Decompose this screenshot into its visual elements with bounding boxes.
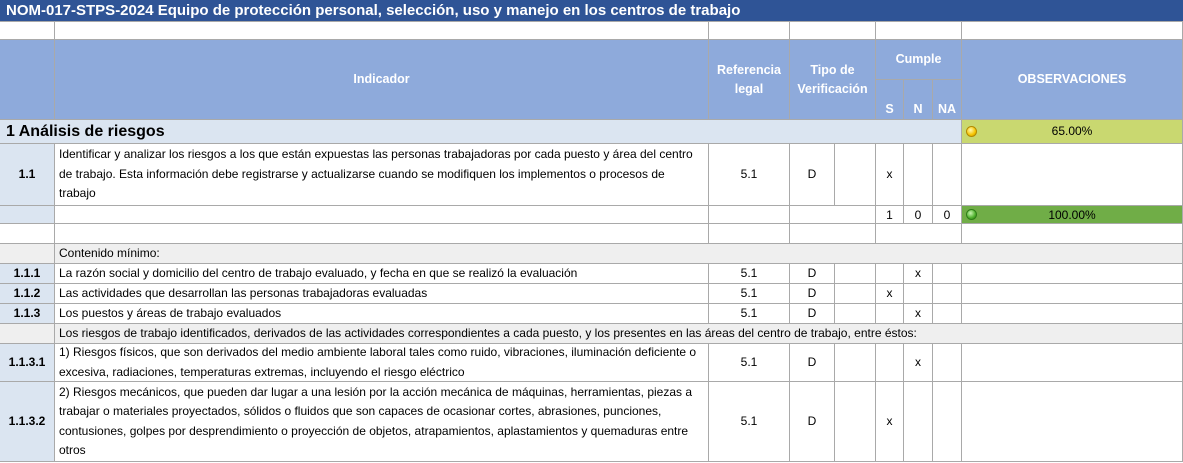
cell[interactable] bbox=[0, 224, 55, 244]
item-tipo[interactable]: D bbox=[790, 144, 835, 206]
item-cumple-s[interactable]: x bbox=[876, 382, 904, 462]
header-referencia[interactable]: Referencia legal bbox=[709, 40, 790, 120]
cell[interactable] bbox=[55, 206, 709, 224]
item-cumple-na[interactable] bbox=[933, 264, 962, 284]
title-row bbox=[0, 0, 1183, 22]
cell[interactable] bbox=[55, 22, 709, 40]
item-cumple-s[interactable]: x bbox=[876, 144, 904, 206]
item-text[interactable]: 2) Riesgos mecánicos, que pueden dar lugar a una lesión por la acción mecánica de máquinas, herramientas, piezas a trabajar o materiales proyectados, sólidos o fluidos que son capaces de ocasionar cortes, abrasiones, punciones, contusiones, golpes por desprendimiento o proyección de objetos, atrapamientos, aplastamientos y quemaduras entre otros bbox=[55, 382, 709, 462]
item-cumple-n[interactable] bbox=[904, 382, 933, 462]
table-row bbox=[0, 344, 1183, 382]
section-title[interactable]: 1 Análisis de riesgos bbox=[0, 120, 962, 144]
cell[interactable] bbox=[962, 22, 1183, 40]
cell[interactable] bbox=[835, 382, 876, 462]
item-text[interactable]: La razón social y domicilio del centro de trabajo evaluado, y fecha en que se realizó la evaluación bbox=[55, 264, 709, 284]
header-row bbox=[0, 40, 1183, 120]
section-percent: 65.00% bbox=[1051, 124, 1093, 138]
item-number[interactable]: 1.1.2 bbox=[0, 284, 55, 304]
cell[interactable] bbox=[790, 22, 876, 40]
sheet-title[interactable]: NOM-017-STPS-2024 Equipo de protección personal, selección, uso y manejo en los centros de trabajo bbox=[0, 0, 1183, 22]
cell[interactable] bbox=[835, 264, 876, 284]
item-cumple-n[interactable]: x bbox=[904, 304, 933, 324]
header-observaciones[interactable]: OBSERVACIONES bbox=[962, 40, 1183, 120]
cell[interactable] bbox=[835, 144, 876, 206]
item-cumple-s[interactable] bbox=[876, 264, 904, 284]
table-row bbox=[0, 144, 1183, 206]
item-tipo[interactable]: D bbox=[790, 382, 835, 462]
item-cumple-s[interactable] bbox=[876, 304, 904, 324]
item-cumple-na[interactable] bbox=[933, 304, 962, 324]
cell[interactable] bbox=[790, 224, 876, 244]
item-cumple-n[interactable]: x bbox=[904, 344, 933, 382]
item-text[interactable]: Los puestos y áreas de trabajo evaluados bbox=[55, 304, 709, 324]
cell[interactable] bbox=[709, 22, 790, 40]
cell[interactable] bbox=[0, 244, 55, 264]
totals-row bbox=[0, 206, 1183, 224]
item-observaciones[interactable] bbox=[962, 284, 1183, 304]
item-number[interactable]: 1.1.3.1 bbox=[0, 344, 55, 382]
item-observaciones[interactable] bbox=[962, 304, 1183, 324]
header-indicador[interactable]: Indicador bbox=[55, 40, 709, 120]
table-row bbox=[0, 284, 1183, 304]
table-row bbox=[0, 382, 1183, 462]
item-ref[interactable]: 5.1 bbox=[709, 144, 790, 206]
section-percent-cell[interactable] bbox=[962, 120, 1183, 144]
header-n[interactable]: N bbox=[904, 80, 933, 120]
item-number[interactable]: 1.1 bbox=[0, 144, 55, 206]
contenido-label[interactable]: Contenido mínimo: bbox=[55, 244, 1183, 264]
item-cumple-n[interactable] bbox=[904, 284, 933, 304]
table-row bbox=[0, 304, 1183, 324]
item-cumple-n[interactable]: x bbox=[904, 264, 933, 284]
item-number[interactable]: 1.1.3 bbox=[0, 304, 55, 324]
header-blank[interactable] bbox=[0, 40, 55, 120]
total-n[interactable]: 0 bbox=[904, 206, 933, 224]
item-cumple-s[interactable] bbox=[876, 344, 904, 382]
item-text[interactable]: Las actividades que desarrollan las personas trabajadoras evaluadas bbox=[55, 284, 709, 304]
item-ref[interactable]: 5.1 bbox=[709, 264, 790, 284]
section-row bbox=[0, 120, 1183, 144]
item-tipo[interactable]: D bbox=[790, 344, 835, 382]
cell[interactable] bbox=[876, 22, 962, 40]
total-percent: 100.00% bbox=[1048, 207, 1096, 222]
cell[interactable] bbox=[835, 304, 876, 324]
status-yellow-icon bbox=[966, 126, 977, 137]
contenido-row bbox=[0, 244, 1183, 264]
riesgos-label[interactable]: Los riesgos de trabajo identificados, derivados de las actividades correspondientes a cada puesto, y los presentes en las áreas del centro de trabajo, entre éstos: bbox=[55, 324, 1183, 344]
empty-row bbox=[0, 22, 1183, 40]
item-tipo[interactable]: D bbox=[790, 304, 835, 324]
total-na[interactable]: 0 bbox=[933, 206, 962, 224]
item-observaciones[interactable] bbox=[962, 382, 1183, 462]
empty-row bbox=[0, 224, 1183, 244]
item-cumple-na[interactable] bbox=[933, 284, 962, 304]
cell[interactable] bbox=[835, 284, 876, 304]
cell[interactable] bbox=[0, 324, 55, 344]
total-percent-cell[interactable] bbox=[962, 206, 1183, 224]
item-cumple-s[interactable]: x bbox=[876, 284, 904, 304]
item-ref[interactable]: 5.1 bbox=[709, 284, 790, 304]
total-s[interactable]: 1 bbox=[876, 206, 904, 224]
item-number[interactable]: 1.1.3.2 bbox=[0, 382, 55, 462]
item-ref[interactable]: 5.1 bbox=[709, 304, 790, 324]
item-tipo[interactable]: D bbox=[790, 264, 835, 284]
cell[interactable] bbox=[876, 224, 962, 244]
cell[interactable] bbox=[55, 224, 709, 244]
cell[interactable] bbox=[709, 224, 790, 244]
item-observaciones[interactable] bbox=[962, 344, 1183, 382]
table-row bbox=[0, 264, 1183, 284]
item-ref[interactable]: 5.1 bbox=[709, 344, 790, 382]
header-na[interactable]: NA bbox=[933, 80, 962, 120]
item-text[interactable]: Identificar y analizar los riesgos a los que están expuestas las personas trabajadoras por cada puesto y área del centro de trabajo. Esta información debe registrarse y actualizarse cuando se modifiquen los implementos o procesos de trabajo bbox=[55, 144, 709, 206]
cell[interactable] bbox=[709, 206, 790, 224]
cell[interactable] bbox=[0, 22, 55, 40]
header-s[interactable]: S bbox=[876, 80, 904, 120]
item-number[interactable]: 1.1.1 bbox=[0, 264, 55, 284]
riesgos-row bbox=[0, 324, 1183, 344]
cell[interactable] bbox=[835, 344, 876, 382]
status-green-icon bbox=[966, 209, 977, 220]
item-cumple-na[interactable] bbox=[933, 144, 962, 206]
item-text[interactable]: 1) Riesgos físicos, que son derivados del medio ambiente laboral tales como ruido, vibraciones, iluminación deficiente o excesiva, radiaciones, temperaturas extremas, incluyendo el riesgo eléctrico bbox=[55, 344, 709, 382]
item-cumple-na[interactable] bbox=[933, 382, 962, 462]
header-cumple[interactable]: Cumple bbox=[876, 40, 962, 80]
item-tipo[interactable]: D bbox=[790, 284, 835, 304]
item-observaciones[interactable] bbox=[962, 264, 1183, 284]
cell[interactable] bbox=[0, 206, 55, 224]
item-observaciones[interactable] bbox=[962, 144, 1183, 206]
header-tipo[interactable]: Tipo de Verificación bbox=[790, 40, 876, 120]
item-cumple-na[interactable] bbox=[933, 344, 962, 382]
item-cumple-n[interactable] bbox=[904, 144, 933, 206]
cell[interactable] bbox=[962, 224, 1183, 244]
cell[interactable] bbox=[790, 206, 876, 224]
item-ref[interactable]: 5.1 bbox=[709, 382, 790, 462]
